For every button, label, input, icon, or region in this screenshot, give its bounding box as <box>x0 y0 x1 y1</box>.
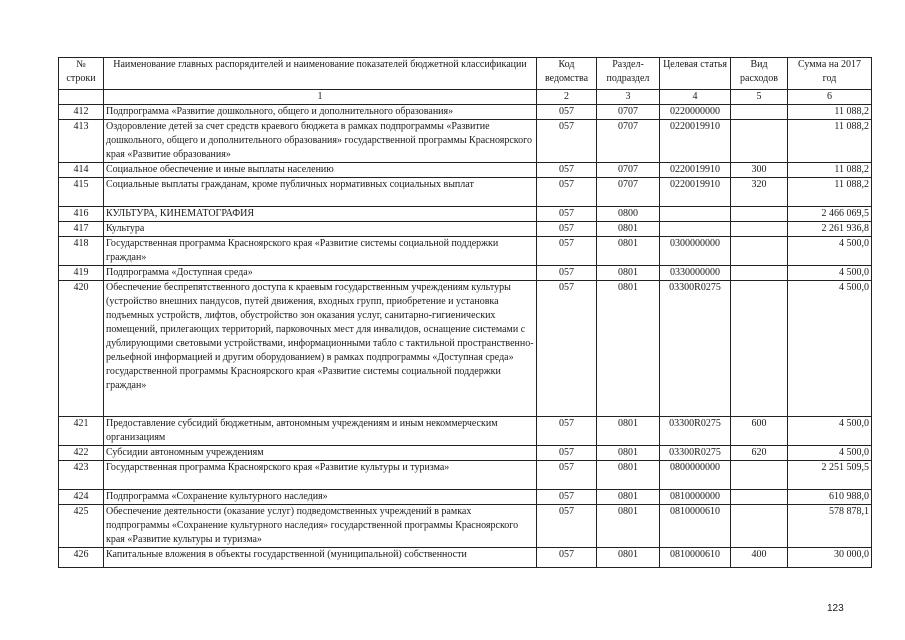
column-number: 1 <box>104 90 537 105</box>
table-row <box>59 163 872 178</box>
dept-code: 057 <box>537 461 597 490</box>
expense-type <box>731 237 788 266</box>
target-article: 0800000000 <box>660 461 731 490</box>
expense-type <box>731 505 788 548</box>
target-article: 0810000610 <box>660 548 731 568</box>
target-article: 0220019910 <box>660 163 731 178</box>
dept-code: 057 <box>537 222 597 237</box>
row-name: Социальное обеспечение и иные выплаты населению <box>104 163 537 178</box>
dept-code: 057 <box>537 237 597 266</box>
sum-value: 4 500,0 <box>788 417 872 446</box>
table-row <box>59 178 872 207</box>
table-row <box>59 446 872 461</box>
table-row <box>59 207 872 222</box>
dept-code: 057 <box>537 281 597 417</box>
section-code: 0801 <box>597 237 660 266</box>
dept-code: 057 <box>537 105 597 120</box>
dept-code: 057 <box>537 505 597 548</box>
table-row <box>59 281 872 417</box>
expense-type: 320 <box>731 178 788 207</box>
column-number: 5 <box>731 90 788 105</box>
table-row <box>59 105 872 120</box>
target-article: 03300R0275 <box>660 417 731 446</box>
target-article: 03300R0275 <box>660 281 731 417</box>
sum-value: 4 500,0 <box>788 237 872 266</box>
column-number-row <box>59 90 872 105</box>
row-number: 422 <box>59 446 104 461</box>
expense-type <box>731 120 788 163</box>
section-code: 0707 <box>597 120 660 163</box>
expense-type <box>731 222 788 237</box>
section-code: 0707 <box>597 178 660 207</box>
row-name: Подпрограмма «Доступная среда» <box>104 266 537 281</box>
row-name: Социальные выплаты гражданам, кроме публичных нормативных социальных выплат <box>104 178 537 207</box>
dept-code: 057 <box>537 163 597 178</box>
column-number: 3 <box>597 90 660 105</box>
expense-type: 300 <box>731 163 788 178</box>
sum-value: 11 088,2 <box>788 120 872 163</box>
header-dept-code: Код ведомства <box>537 58 597 90</box>
target-article: 0330000000 <box>660 266 731 281</box>
row-name: КУЛЬТУРА, КИНЕМАТОГРАФИЯ <box>104 207 537 222</box>
column-number: 2 <box>537 90 597 105</box>
section-code: 0801 <box>597 446 660 461</box>
row-number: 424 <box>59 490 104 505</box>
expense-type <box>731 490 788 505</box>
expense-type <box>731 207 788 222</box>
row-number: 413 <box>59 120 104 163</box>
dept-code: 057 <box>537 548 597 568</box>
sum-value: 2 466 069,5 <box>788 207 872 222</box>
dept-code: 057 <box>537 207 597 222</box>
target-article: 0220019910 <box>660 178 731 207</box>
sum-value: 4 500,0 <box>788 446 872 461</box>
row-number: 419 <box>59 266 104 281</box>
table-row <box>59 222 872 237</box>
header-expense-type: Вид расходов <box>731 58 788 90</box>
sum-value: 11 088,2 <box>788 178 872 207</box>
table-row <box>59 417 872 446</box>
row-name: Обеспечение деятельности (оказание услуг) подведомственных учреждений в рамках подпрограммы «Сохранение культурного наследия» государственной программы Красноярского края «Развитие культуры и туризма» <box>104 505 537 548</box>
section-code: 0707 <box>597 105 660 120</box>
expense-type: 600 <box>731 417 788 446</box>
dept-code: 057 <box>537 120 597 163</box>
target-article: 0220000000 <box>660 105 731 120</box>
row-number: 426 <box>59 548 104 568</box>
header-name: Наименование главных распорядителей и наименование показателей бюджетной классификации <box>104 58 537 90</box>
section-code: 0801 <box>597 222 660 237</box>
expense-type: 620 <box>731 446 788 461</box>
row-number: 423 <box>59 461 104 490</box>
target-article: 0300000000 <box>660 237 731 266</box>
column-number: 4 <box>660 90 731 105</box>
section-code: 0801 <box>597 461 660 490</box>
sum-value: 11 088,2 <box>788 163 872 178</box>
row-name: Подпрограмма «Развитие дошкольного, общего и дополнительного образования» <box>104 105 537 120</box>
row-number: 421 <box>59 417 104 446</box>
table-row <box>59 266 872 281</box>
row-number: 425 <box>59 505 104 548</box>
expense-type <box>731 281 788 417</box>
sum-value: 4 500,0 <box>788 266 872 281</box>
dept-code: 057 <box>537 417 597 446</box>
target-article: 0810000610 <box>660 505 731 548</box>
row-number: 416 <box>59 207 104 222</box>
target-article <box>660 222 731 237</box>
header-section: Раздел-подраздел <box>597 58 660 90</box>
section-code: 0707 <box>597 163 660 178</box>
expense-type <box>731 105 788 120</box>
sum-value: 4 500,0 <box>788 281 872 417</box>
header-row <box>59 58 872 90</box>
target-article: 0810000000 <box>660 490 731 505</box>
row-name: Предоставление субсидий бюджетным, автономным учреждениям и иным некоммерческим организациям <box>104 417 537 446</box>
dept-code: 057 <box>537 446 597 461</box>
dept-code: 057 <box>537 490 597 505</box>
section-code: 0801 <box>597 490 660 505</box>
column-number <box>59 90 104 105</box>
sum-value: 2 261 936,8 <box>788 222 872 237</box>
dept-code: 057 <box>537 178 597 207</box>
target-article <box>660 207 731 222</box>
column-number: 6 <box>788 90 872 105</box>
section-code: 0801 <box>597 266 660 281</box>
dept-code: 057 <box>537 266 597 281</box>
row-number: 412 <box>59 105 104 120</box>
table-row <box>59 490 872 505</box>
table-row <box>59 505 872 548</box>
expense-type <box>731 266 788 281</box>
table-row <box>59 461 872 490</box>
table-row <box>59 548 872 568</box>
row-number: 417 <box>59 222 104 237</box>
section-code: 0801 <box>597 548 660 568</box>
header-sum: Сумма на 2017 год <box>788 58 872 90</box>
expense-type: 400 <box>731 548 788 568</box>
row-name: Культура <box>104 222 537 237</box>
target-article: 03300R0275 <box>660 446 731 461</box>
sum-value: 30 000,0 <box>788 548 872 568</box>
expense-type <box>731 461 788 490</box>
row-name: Оздоровление детей за счет средств краевого бюджета в рамках подпрограммы «Развитие дошкольного, общего и дополнительного образования» государственной программы Красноярского края «Развитие образования» <box>104 120 537 163</box>
section-code: 0801 <box>597 417 660 446</box>
row-name: Капитальные вложения в объекты государственной (муниципальной) собственности <box>104 548 537 568</box>
row-number: 420 <box>59 281 104 417</box>
header-row-number: № строки <box>59 58 104 90</box>
sum-value: 2 251 509,5 <box>788 461 872 490</box>
budget-table <box>58 57 872 568</box>
row-number: 418 <box>59 237 104 266</box>
row-name: Подпрограмма «Сохранение культурного наследия» <box>104 490 537 505</box>
table-row <box>59 237 872 266</box>
sum-value: 610 988,0 <box>788 490 872 505</box>
section-code: 0800 <box>597 207 660 222</box>
row-number: 415 <box>59 178 104 207</box>
sum-value: 578 878,1 <box>788 505 872 548</box>
row-name: Обеспечение беспрепятственного доступа к краевым государственным учреждениям культуры (устройство внешних пандусов, путей движения, входных групп, приобретение и установка подъемных устройств, лифтов, обустройство зон оказания услуг, санитарно-гигиенических помещений, прилегающих территорий, парковочных мест для инвалидов, оснащение системами с дублирующими световыми устройствами, информационными табло с тактильной пространственно-рельефной информацией и другим оборудованием) в рамках подпрограммы «Доступная среда» государственной программы Красноярского края «Развитие системы социальной поддержки граждан» <box>104 281 537 417</box>
target-article: 0220019910 <box>660 120 731 163</box>
row-name: Государственная программа Красноярского края «Развитие системы социальной поддержки граждан» <box>104 237 537 266</box>
row-name: Государственная программа Красноярского края «Развитие культуры и туризма» <box>104 461 537 490</box>
page-number: 123 <box>827 603 844 614</box>
section-code: 0801 <box>597 281 660 417</box>
sum-value: 11 088,2 <box>788 105 872 120</box>
row-name: Субсидии автономным учреждениям <box>104 446 537 461</box>
table-row <box>59 120 872 163</box>
row-number: 414 <box>59 163 104 178</box>
header-target-article: Целевая статья <box>660 58 731 90</box>
section-code: 0801 <box>597 505 660 548</box>
